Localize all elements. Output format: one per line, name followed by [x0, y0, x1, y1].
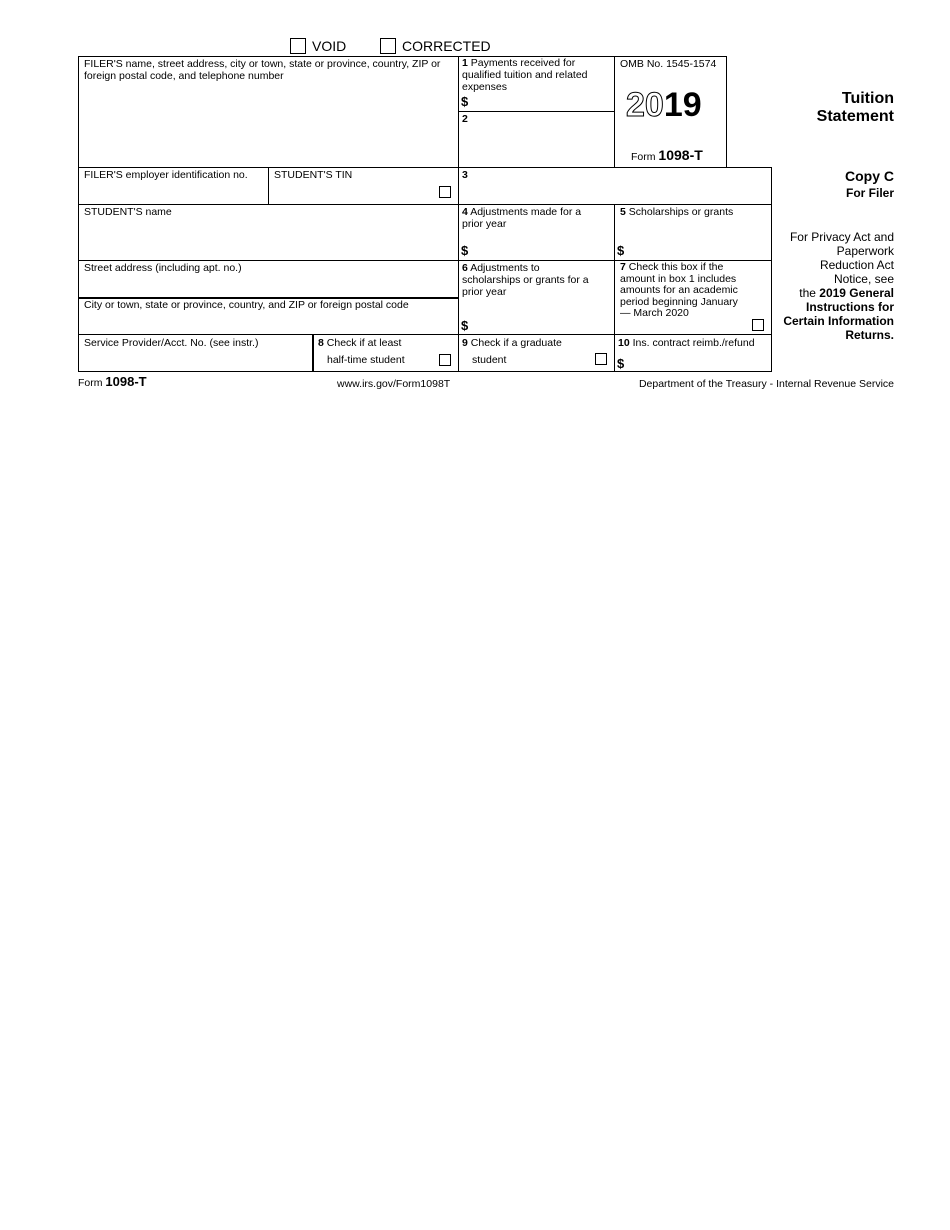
box5-amount-field[interactable]	[628, 243, 768, 259]
copy-designation	[845, 167, 894, 201]
box4-dollar: $	[461, 243, 469, 258]
rule-top	[78, 56, 727, 57]
box2-number: 2	[462, 113, 468, 125]
filer-name-address-field[interactable]	[80, 84, 456, 164]
box7-number: 7	[620, 261, 626, 273]
box9-label-line2: student	[472, 354, 507, 366]
footer-form-number: 1098-T	[105, 374, 147, 389]
form-title-line1: Tuition	[841, 90, 894, 107]
rule-row2	[78, 167, 772, 168]
rule-bottom	[78, 371, 772, 372]
notice-line8: Returns.	[845, 328, 894, 342]
rule-box1-box2	[458, 111, 614, 112]
box6-dollar: $	[461, 318, 469, 333]
rule-service-box8	[312, 334, 314, 372]
box6-number: 6	[462, 262, 468, 274]
box6-label: Adjustments to scholarships or grants for a prior year	[462, 262, 589, 298]
box4-number: 4	[462, 206, 468, 218]
tax-year-outline: 20	[626, 86, 664, 124]
box4-label: Adjustments made for a prior year	[462, 206, 582, 230]
box1-dollar: $	[461, 94, 469, 109]
box7-label: Check this box if the amount in box 1 includes amounts for an academic period beginning January— March 2020	[620, 261, 738, 319]
copy-subtitle: For Filer	[845, 186, 894, 200]
box10-amount-field[interactable]	[628, 352, 768, 369]
box5-number: 5	[620, 206, 626, 218]
box2-field[interactable]	[460, 125, 612, 165]
box8-label-wrap	[318, 337, 401, 349]
notice-line2: Paperwork	[836, 244, 894, 258]
filer-ein-label: FILER'S employer identification no.	[84, 169, 248, 181]
rule-row3	[78, 204, 772, 205]
box3-field[interactable]	[460, 182, 768, 202]
rule-left	[78, 56, 79, 372]
form-title-line2: Statement	[816, 108, 894, 125]
student-city-label: City or town, state or province, country, and ZIP or foreign postal code	[84, 299, 409, 311]
box4-amount-field[interactable]	[472, 243, 612, 259]
rule-ein-tin	[268, 167, 269, 205]
box7-label-wrap	[620, 262, 740, 320]
student-tin-label: STUDENT'S TIN	[274, 169, 353, 181]
notice-line6: Instructions for	[805, 300, 894, 314]
rule-omb-left	[614, 56, 615, 168]
notice-line7: Certain Information	[783, 314, 894, 328]
filer-ein-field[interactable]	[80, 182, 266, 202]
student-name-field[interactable]	[80, 220, 456, 258]
box6-label-wrap	[462, 262, 592, 298]
box1-label: Payments received for qualified tuition and related expenses	[462, 57, 588, 93]
box8-number: 8	[318, 337, 324, 349]
box8-label-line1: Check if at least	[326, 337, 402, 349]
footer-url: www.irs.gov/Form1098T	[337, 378, 451, 390]
box1-amount-field[interactable]	[472, 94, 612, 110]
rule-omb-right	[726, 56, 727, 168]
omb-number: OMB No. 1545-1574	[620, 58, 717, 70]
box4-label-wrap	[462, 206, 602, 230]
notice-line5-pre: the	[799, 286, 820, 300]
form-number: 1098-T	[658, 147, 703, 163]
copy-title: Copy C	[845, 168, 894, 184]
box3-number: 3	[462, 169, 468, 181]
notice-line1: For Privacy Act and	[789, 230, 894, 244]
box5-dollar: $	[617, 243, 625, 258]
box9-label-wrap	[462, 337, 562, 349]
privacy-notice	[764, 230, 894, 342]
box1-number: 1	[462, 57, 468, 69]
notice-line5	[764, 286, 894, 300]
student-city-field[interactable]	[80, 313, 456, 333]
box7-checkbox[interactable]	[752, 319, 764, 331]
rule-center	[458, 56, 459, 372]
box1-label-wrap	[462, 57, 612, 93]
footer-department: Department of the Treasury - Internal Revenue Service	[638, 378, 894, 390]
footer-form-id	[78, 374, 147, 389]
service-provider-label: Service Provider/Acct. No. (see instr.)	[84, 337, 259, 349]
form-id-header	[631, 147, 703, 163]
tax-year	[626, 86, 702, 125]
box9-number: 9	[462, 337, 468, 349]
box10-label: Ins. contract reimb./refund	[632, 337, 755, 349]
tax-year-solid: 19	[663, 86, 702, 124]
student-street-label: Street address (including apt. no.)	[84, 262, 242, 274]
service-provider-field[interactable]	[80, 350, 310, 370]
notice-line3: Reduction Act	[819, 258, 894, 272]
box6-amount-field[interactable]	[472, 318, 612, 333]
student-street-field[interactable]	[80, 276, 456, 296]
box9-checkbox[interactable]	[595, 353, 607, 365]
form-prefix: Form	[631, 151, 656, 163]
corrected-label: CORRECTED	[402, 38, 491, 54]
filer-name-address-label: FILER'S name, street address, city or town, state or province, country, ZIP or foreign postal code, and telephone number	[84, 58, 441, 82]
box10-label-wrap	[618, 337, 755, 349]
student-tin-checkbox[interactable]	[439, 186, 451, 198]
notice-line5-bold: 2019 General	[819, 286, 894, 300]
notice-line4: Notice, see	[833, 272, 894, 286]
form-title	[817, 90, 894, 126]
box10-dollar: $	[617, 356, 625, 371]
footer-form-prefix: Form	[78, 377, 103, 389]
void-checkbox[interactable]	[290, 38, 306, 54]
box5-label-wrap	[620, 206, 733, 218]
box5-label: Scholarships or grants	[628, 206, 734, 218]
rule-col-5-7-10	[614, 204, 615, 372]
student-name-label: STUDENT'S name	[84, 206, 172, 218]
rule-row6	[78, 334, 772, 335]
box8-checkbox[interactable]	[439, 354, 451, 366]
box9-label-line1: Check if a graduate	[470, 337, 562, 349]
corrected-checkbox[interactable]	[380, 38, 396, 54]
box10-number: 10	[618, 337, 630, 349]
student-tin-field[interactable]	[270, 182, 430, 202]
void-label: VOID	[312, 38, 347, 54]
box8-label-line2: half-time student	[327, 354, 405, 366]
